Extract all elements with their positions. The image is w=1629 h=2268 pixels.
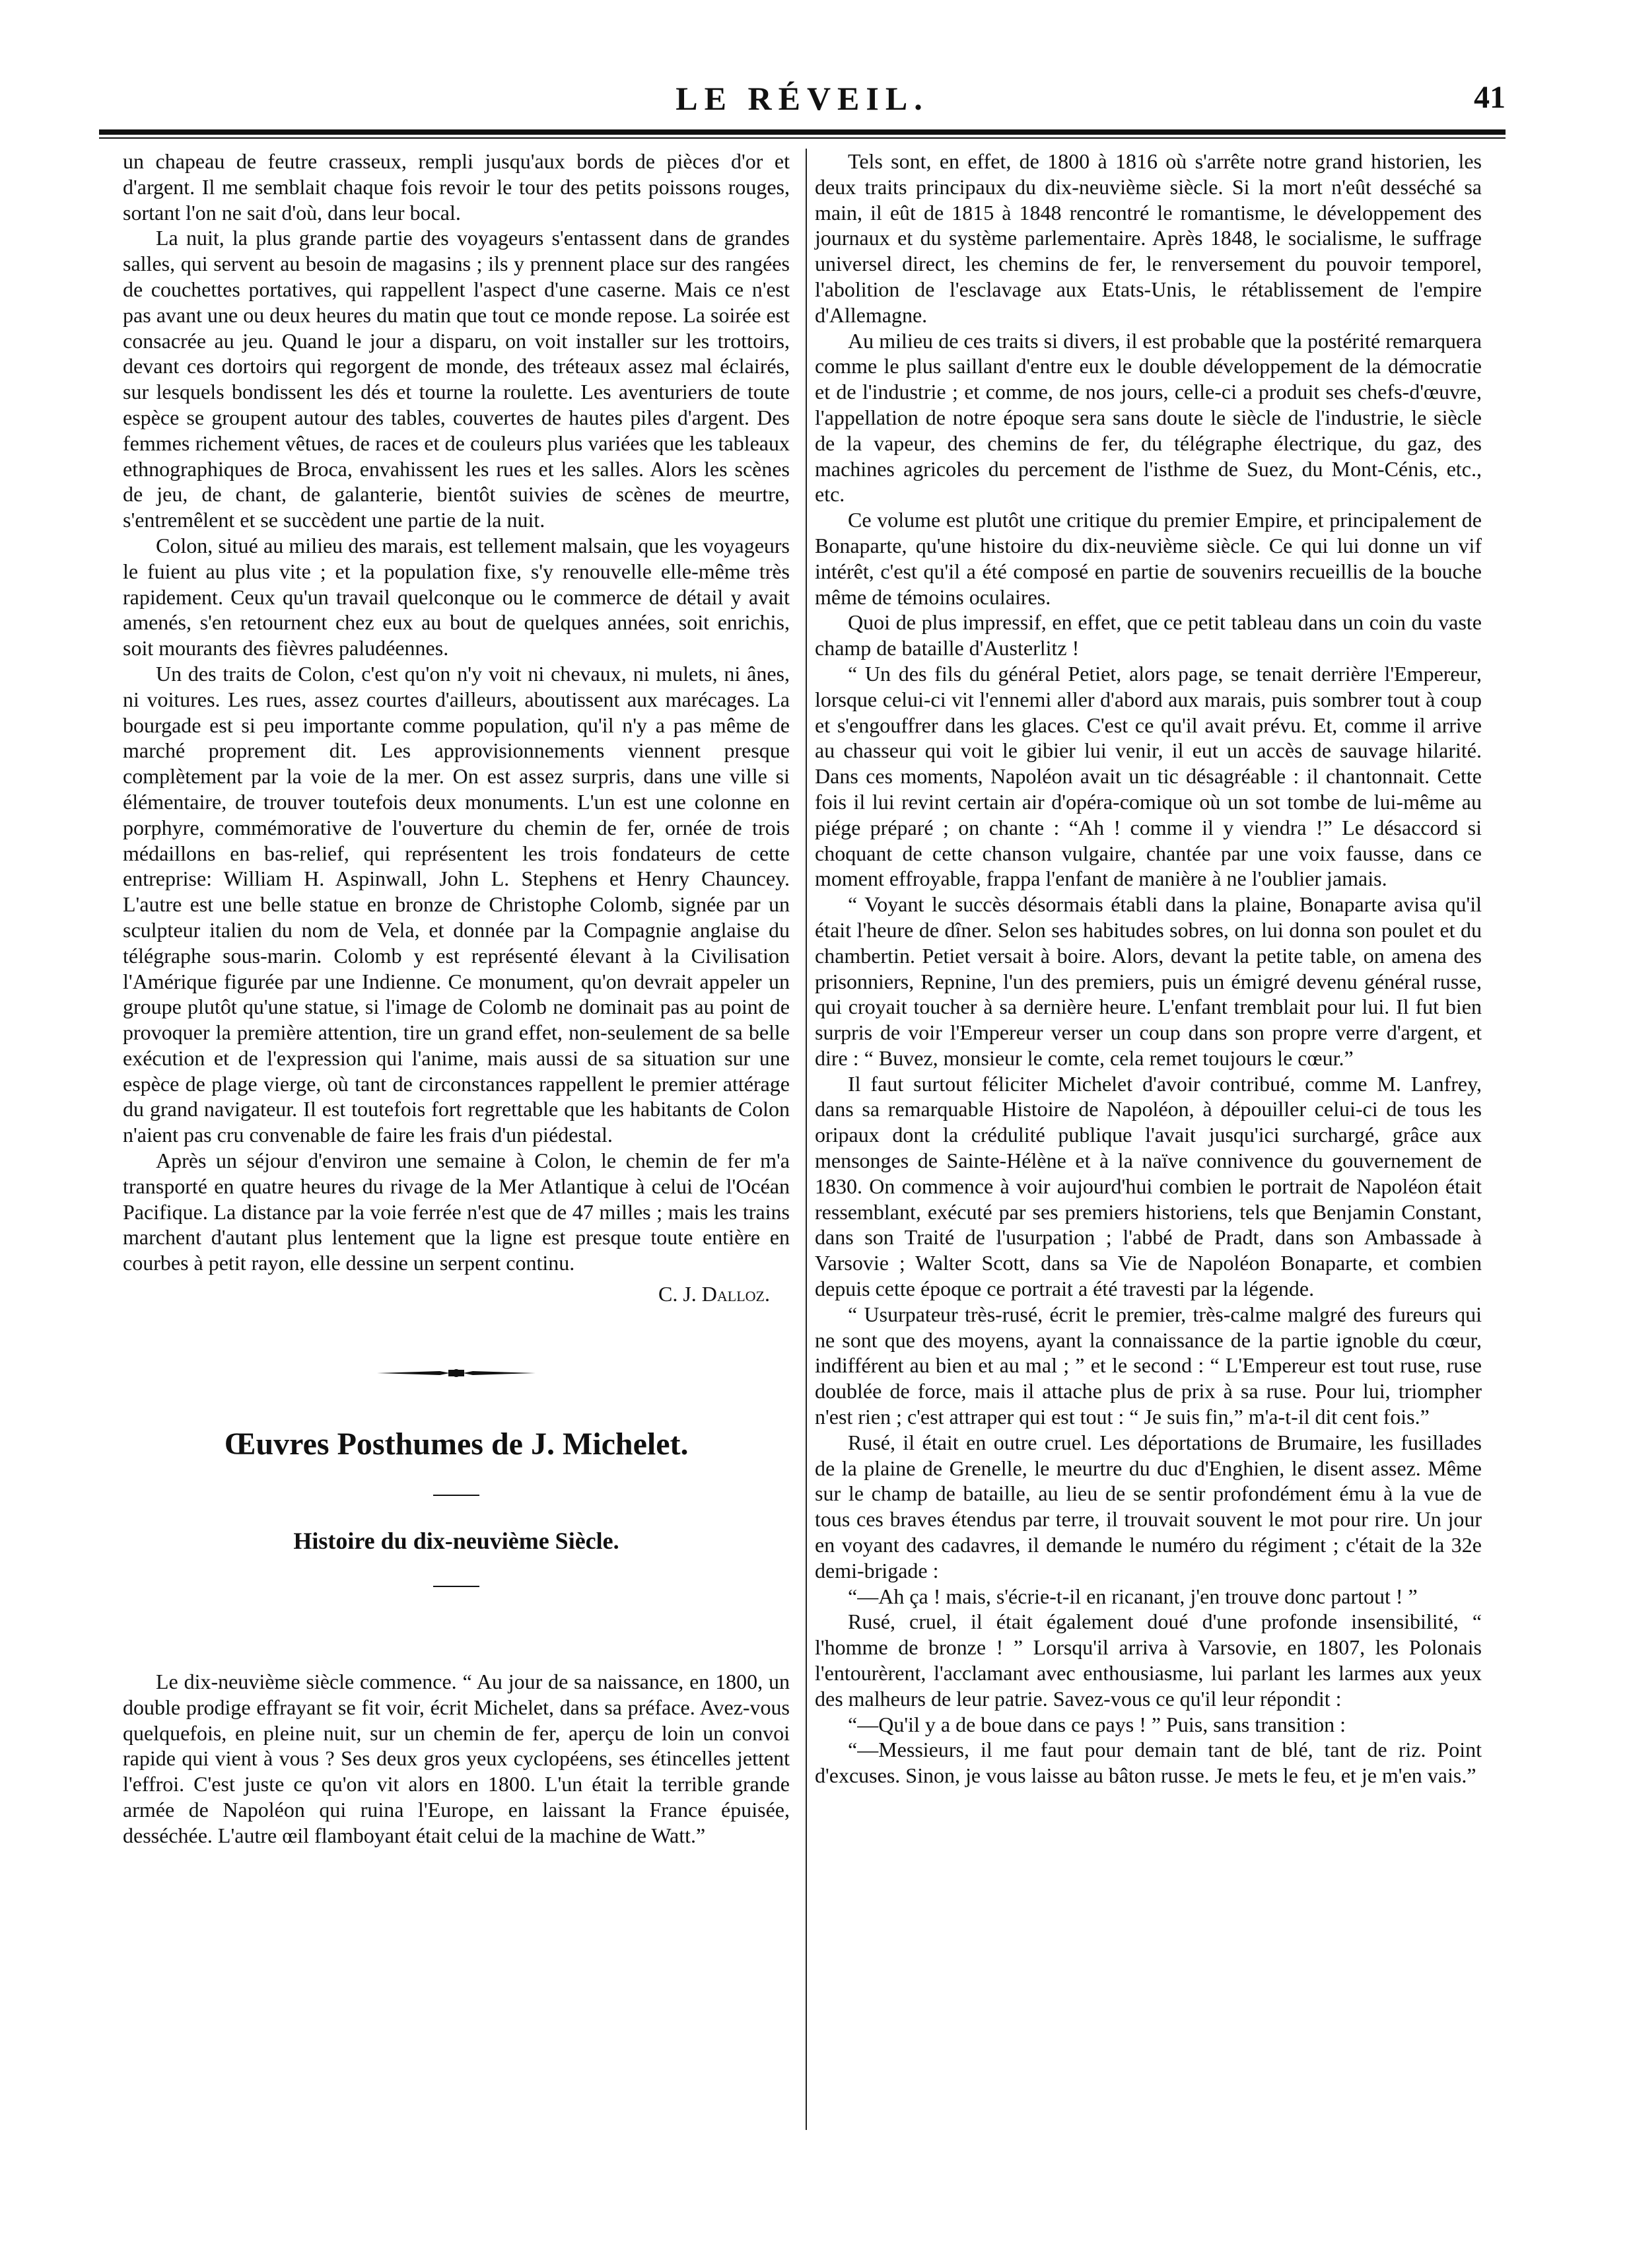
title-rule	[433, 1495, 479, 1496]
subtitle-rule	[433, 1586, 479, 1587]
column-divider	[806, 149, 807, 2130]
paragraph: Rusé, il était en outre cruel. Les déportations de Brumaire, les fusillades de la plaine de Grenelle, le meurtre du duc d'Enghien, le disent assez. Même sur le champ de bataille, au lieu de se sentir profondément ému à la vue de tous ces braves étendus par terre, il trouvait souvent le mot pour rire. Un jour en voyant des cadavres, il demande le numéro du régiment ; c'était de la 32e demi-brigade :	[815, 1430, 1482, 1582]
paragraph: Rusé, cruel, il était également doué d'une profonde insensibilité, “ l'homme de bronze ! ” Lorsqu'il arriva à Varsovie, en 1807, les Polonais l'entourèrent, l'acclamant avec enthousiasme, lui parlant les larmes aux yeux des malheurs de leur patrie. Savez-vous ce qu'il leur répondit :	[815, 1610, 1482, 1711]
paragraph: “—Ah ça ! mais, s'écrie-t-il en ricanant, j'en trouve donc partout ! ”	[848, 1584, 1418, 1608]
header-rule-thick	[99, 129, 1506, 135]
paragraph: “ Voyant le succès désormais établi dans la plaine, Bonaparte avisa qu'il était l'heure de dîner. Selon ses habitudes sobres, on lui donna son poulet et du chambertin. Petiet versait à boire. Alors, devant la petite table, on amena des prisonniers, Repnine, l'un des premiers, puis un émigré devenu général russe, qui croyait toucher à sa dernière heure. L'enfant tremblait pour lui. Il fut bien surpris de voir l'Empereur verser un coup dans son propre verre d'argent, et dire : “ Buvez, monsieur le comte, cela remet toujours le cœur.”	[815, 892, 1482, 1070]
paragraph: Après un séjour d'environ une semaine à Colon, le chemin de fer m'a transporté en quatre heures du rivage de la Mer Atlantique à celui de l'Océan Pacifique. La distance par la voie ferrée n'est que de 47 milles ; mais les trains marchent d'autant plus lentement que la ligne est presque toute entière en courbes à petit rayon, elle dessine un serpent continu.	[123, 1149, 790, 1275]
paragraph: “—Qu'il y a de boue dans ce pays ! ” Puis, sans transition :	[848, 1712, 1346, 1736]
paragraph: Ce volume est plutôt une critique du premier Empire, et principalement de Bonaparte, qu'une histoire du dix-neuvième siècle. Ce qui lui donne un vif intérêt, c'est qu'il a été composé en partie de souvenirs recueillis de la bouche même de témoins oculaires.	[815, 508, 1482, 609]
paragraph: “ Usurpateur très-rusé, écrit le premier, très-calme malgré des fureurs qui ne sont que des moyens, ayant la connaissance de la partie ignoble du cœur, indifférent au bien et au mal ; ” et le second : “ L'Empereur est tout ruse, ruse doublée de force, mais il attache plus de prix à sa ruse. Pour lui, triompher n'est rien ; c'est attraper qui est tout : “ Je suis fin,” m'a-t-il dit cent fois.”	[815, 1302, 1482, 1429]
section-title: Œuvres Posthumes de J. Michelet.	[224, 1427, 689, 1462]
paragraph: Tels sont, en effet, de 1800 à 1816 où s'arrête notre grand historien, les deux traits principaux du dix-neuvième siècle. Si la mort n'eût desséché sa main, il eût de 1815 à 1848 rencontré le romantisme, le développement des journaux et du système parlementaire. Après 1848, le socialisme, le suffrage universel direct, les chemins de fer, le renversement du pouvoir temporel, l'abolition de l'esclavage aux Etats-Unis, le rétablissement de l'empire d'Allemagne.	[815, 149, 1482, 327]
left-column	[123, 149, 790, 1849]
paragraph: Il faut surtout féliciter Michelet d'avoir contribué, comme M. Lanfrey, dans sa remarquable Histoire de Napoléon, à dépouiller celui-ci de tous les oripaux dont la crédulité publique l'avait jusqu'ici surchargé, grâce aux mensonges de Sainte-Hélène et à la naïve connivence du gouvernement de 1830. On commence à voir aujourd'hui combien le portrait de Napoléon était ressemblant, exécuté par ses premiers historiens, tels que Benjamin Constant, dans son Traité de l'usurpation ; l'abbé de Pradt, dans son Ambassade à Varsovie ; Walter Scott, dans sa Vie de Napoléon Bonaparte, et combien depuis cette époque ce portrait a été travesti par la légende.	[815, 1071, 1482, 1301]
paragraph: Colon, situé au milieu des marais, est tellement malsain, que les voyageurs le fuient au plus vite ; et la population fixe, s'y renouvelle elle-même très rapidement. Ceux qu'un travail quelconque ou le commerce de détail y avait amenés, s'en retournent chez eux au bout de quelques années, soit enrichis, soit mourants des fièvres paludéennes.	[123, 533, 790, 660]
section-subtitle: Histoire du dix-neuvième Siècle.	[293, 1528, 619, 1555]
newspaper-title: LE RÉVEIL.	[676, 80, 929, 117]
author-signature: C. J. Dalloz.	[658, 1282, 770, 1306]
paragraph: “ Un des fils du général Petiet, alors page, se tenait derrière l'Empereur, lorsque celui-ci vit l'ennemi aller d'abord aux marais, puis sombrer tout à coup et s'engouffrer dans les glaces. C'est ce qu'il avait prévu. Et, comme il arrive au chasseur qui voit le gibier lui venir, il eut un accès de sauvage hilarité. Dans ces moments, Napoléon avait un tic désagréable : il chantonnait. Cette fois il lui revint certain air d'opéra-comique où un sot tombe de lui-même au piége préparé ; on chante : “Ah ! comme il y viendra !” Le désaccord si choquant de cette chanson vulgaire, chantée par une voix fausse, dans ce moment effroyable, frappa l'enfant de manière à ne l'oublier jamais.	[815, 661, 1482, 891]
paragraph: un chapeau de feutre crasseux, rempli jusqu'aux bords de pièces d'or et d'argent. Il me semblait chaque fois revoir le tour des petits poissons rouges, sortant l'on ne sait d'où, dans leur bocal.	[123, 149, 790, 225]
right-column	[815, 149, 1482, 1789]
paragraph: Un des traits de Colon, c'est qu'on n'y voit ni chevaux, ni mulets, ni ânes, ni voitures. Les rues, assez courtes d'ailleurs, aboutissent aux marécages. La bourgade est si peu importante comme population, qu'il n'y a pas même de marché proprement dit. Les approvisionnements viennent presque complètement par la voie de la mer. On est assez surpris, dans une ville si élémentaire, de trouver toutefois deux monuments. L'un est une colonne en porphyre, commémorative de l'ouverture du chemin de fer, ornée de trois médaillons en bas-relief, qui représentent les trois fondateurs de cette entreprise: William H. Aspinwall, John L. Stephens et Henry Chauncey. L'autre est une belle statue en bronze de Christophe Colomb, signée par un sculpteur italien du nom de Vela, et donnée par la Compagnie anglaise du télégraphe sous-marin. Colomb y est représenté élevant à la Civilisation l'Amérique figurée par une Indienne. Ce monument, qu'on devrait appeler un groupe plutôt qu'une statue, si l'image de Colomb ne dominait pas au point de provoquer la première attention, tire un grand effet, non-seulement de sa belle exécution et de l'expression qui l'anime, mais aussi de sa situation sur une espèce de plage vierge, où tant de circonstances rappellent le premier attérage du grand navigateur. Il est toutefois fort regrettable que les habitants de Colon n'aient pas cru convenable de faire les frais d'un piédestal.	[123, 661, 790, 1147]
paragraph: Le dix-neuvième siècle commence. “ Au jour de sa naissance, en 1800, un double prodige effrayant se fit voir, écrit Michelet, dans sa préface. Avez-vous quelquefois, en pleine nuit, sur un chemin de fer, aperçu de loin un convoi rapide qui vient à vous ? Ses deux gros yeux cyclopéens, ses étincelles jettent l'effroi. C'est juste ce qu'on vit alors en 1800. L'un était la terrible grande armée de Napoléon qui ruina l'Europe, en laissant la France épuisée, desséchée. L'autre œil flamboyant était celui de la machine de Watt.”	[123, 1670, 790, 1847]
paragraph: La nuit, la plus grande partie des voyageurs s'entassent dans de grandes salles, qui servent au besoin de magasins ; ils y prennent place sur des rangées de couchettes portatives, qui rappellent l'aspect d'une caserne. Mais ce n'est pas avant une ou deux heures du matin que tout ce monde repose. La soirée est consacrée au jeu. Quand le jour a disparu, on voit installer sur les trottoirs, devant ces dortoirs qui regorgent de monde, des tréteaux assez mal éclairés, sur lesquels bondissent les dés et tourne la roulette. Les aventuriers de toute espèce se groupent autour des tables, couvertes de hautes piles d'argent. Des femmes richement vêtues, de races et de couleurs plus variées que les tableaux ethnographiques de Broca, envahissent les rues et les salles. Alors les scènes de jeu, de chant, de galanterie, bientôt suivies de scènes de meurtre, s'entremêlent et se succèdent une partie de la nuit.	[123, 226, 790, 532]
paragraph: “—Messieurs, il me faut pour demain tant de blé, tant de riz. Point d'excuses. Sinon, je vous laisse au bâton russe. Je mets le feu, et je m'en vais.”	[815, 1738, 1482, 1788]
ornament-divider	[123, 1368, 790, 1378]
header-rule-thin	[99, 137, 1506, 139]
paragraph: Quoi de plus impressif, en effet, que ce petit tableau dans un coin du vaste champ de bataille d'Austerlitz !	[815, 610, 1482, 660]
page-header	[99, 79, 1506, 125]
paragraph: Au milieu de ces traits si divers, il est probable que la postérité remarquera comme le plus saillant d'entre eux le double développement de la démocratie et de l'industrie ; et comme, de nos jours, celle-ci a produit ses chefs-d'œuvre, l'appellation de notre époque sera sans doute le siècle de l'industrie, le siècle de la vapeur, des chemins de fer, du télégraphe électrique, du gaz, des machines agricoles du percement de l'isthme de Suez, du Mont-Cénis, etc., etc.	[815, 328, 1482, 507]
page-number: 41	[1474, 80, 1506, 115]
